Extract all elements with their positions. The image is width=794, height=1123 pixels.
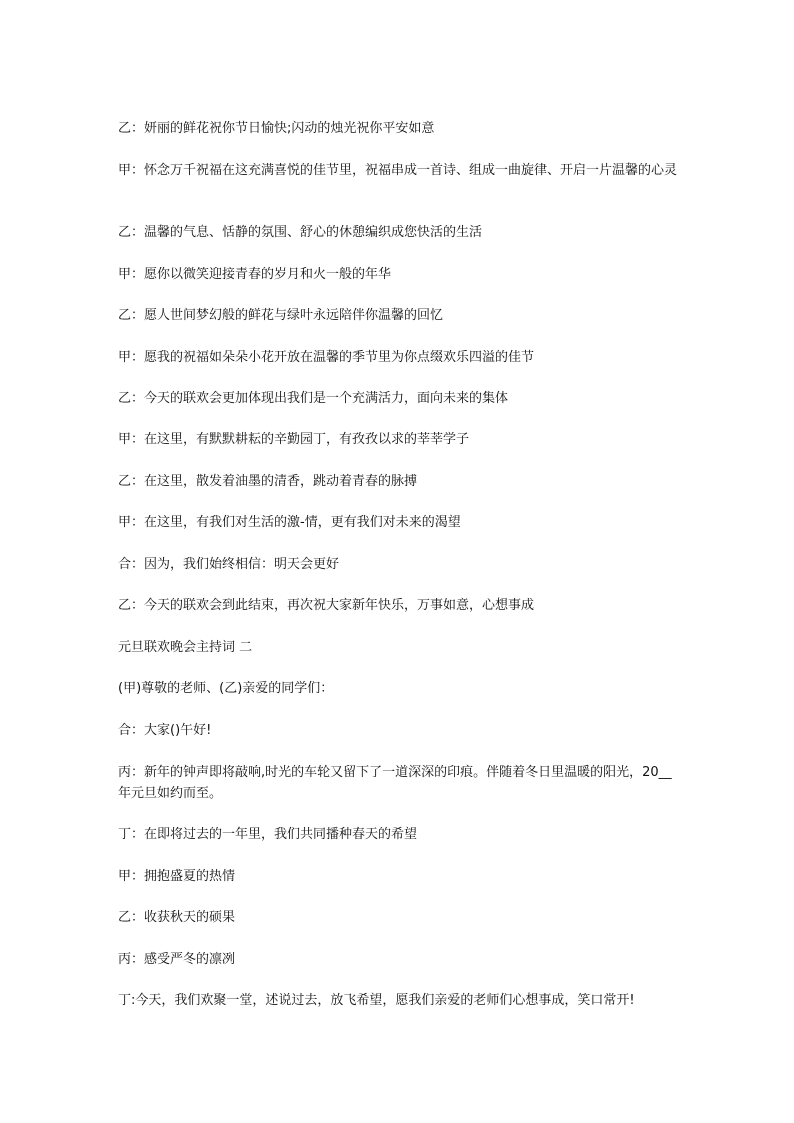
dialogue-line: 丁:今天，我们欢聚一堂，述说过去，放飞希望，愿我们亲爱的老师们心想事成，笑口常开! — [118, 993, 635, 1008]
dialogue-line: 乙：在这里，散发着油墨的清香，跳动着青春的脉搏 — [118, 474, 418, 489]
dialogue-line: 乙：收获秋天的硕果 — [118, 910, 236, 925]
dialogue-line: 甲：在这里，有默默耕耘的辛勤园丁，有孜孜以求的莘莘学子 — [118, 432, 470, 447]
dialogue-line: 丙：感受严冬的凛冽 — [118, 952, 236, 967]
dialogue-line: 甲：拥抱盛夏的热情 — [118, 869, 236, 884]
section-heading: 元旦联欢晚会主持词 二 — [118, 640, 253, 655]
dialogue-line: 合：因为，我们始终相信：明天会更好 — [118, 557, 340, 572]
dialogue-line: 乙：愿人世间梦幻般的鲜花与绿叶永远陪伴你温馨的回忆 — [118, 308, 444, 323]
dialogue-line: 甲：愿我的祝福如朵朵小花开放在温馨的季节里为你点缀欢乐四溢的佳节 — [118, 350, 535, 365]
dialogue-line: 甲：怀念万千祝福在这充满喜悦的佳节里，祝福串成一首诗、组成一曲旋律、开启一片温馨的心灵 — [118, 163, 678, 178]
dialogue-line: 甲：在这里，有我们对生活的激-情，更有我们对未来的渴望 — [118, 515, 461, 530]
dialogue-line: 乙：温馨的气息、恬静的氛围、舒心的休憩编织成您快活的生活 — [118, 225, 483, 240]
dialogue-line: 乙：妍丽的鲜花祝你节日愉快;闪动的烛光祝你平安如意 — [118, 121, 435, 136]
dialogue-line: 乙：今天的联欢会到此结束，再次祝大家新年快乐，万事如意，心想事成 — [118, 598, 535, 613]
dialogue-line: 甲：愿你以微笑迎接青春的岁月和火一般的年华 — [118, 267, 392, 282]
dialogue-line: 丙：新年的钟声即将敲响,时光的车轮又留下了一道深深的印痕。伴随着冬日里温暖的阳光，20__年元旦如约而至。 — [118, 765, 672, 801]
dialogue-line: 丁：在即将过去的一年里，我们共同播种春天的希望 — [118, 827, 418, 842]
dialogue-line: (甲)尊敬的老师、(乙)亲爱的同学们： — [118, 681, 334, 696]
dialogue-line: 合：大家()午好! — [118, 723, 212, 738]
dialogue-line: 乙：今天的联欢会更加体现出我们是一个充满活力，面向未来的集体 — [118, 391, 509, 406]
